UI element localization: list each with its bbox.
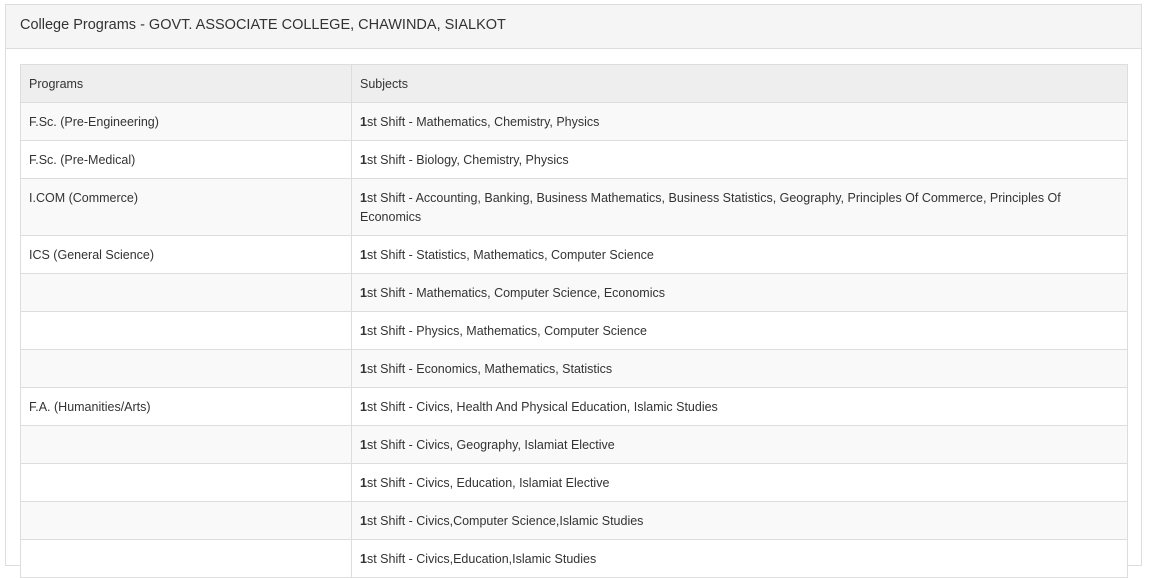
table-row: [21, 236, 1128, 274]
subjects-cell: [352, 274, 1128, 312]
subjects-cell: [352, 540, 1128, 578]
table-row: [21, 141, 1128, 179]
shift-number: 1: [360, 400, 367, 414]
subjects-text: st Shift - Civics, Education, Islamiat Elective: [366, 476, 610, 490]
shift-number: 1: [360, 362, 367, 376]
table-row: [21, 179, 1128, 236]
subjects-text: st Shift - Civics, Geography, Islamiat Elective: [366, 438, 615, 452]
college-programs-panel: [5, 4, 1142, 566]
subjects-cell: [352, 426, 1128, 464]
subjects-text: st Shift - Civics, Health And Physical Education, Islamic Studies: [366, 400, 718, 414]
shift-number: 1: [360, 552, 367, 566]
programs-column-header: Programs: [21, 65, 352, 103]
table-row: [21, 540, 1128, 578]
table-row: [21, 312, 1128, 350]
shift-number: 1: [360, 324, 367, 338]
subjects-text: st Shift - Mathematics, Computer Science, Economics: [366, 286, 665, 300]
program-cell: [21, 426, 352, 464]
subjects-text: st Shift - Statistics, Mathematics, Computer Science: [366, 248, 654, 262]
shift-number: 1: [360, 191, 367, 205]
program-cell: F.Sc. (Pre-Engineering): [21, 103, 352, 141]
program-cell: F.Sc. (Pre-Medical): [21, 141, 352, 179]
subjects-text: st Shift - Civics,Computer Science,Islamic Studies: [366, 514, 644, 528]
subjects-cell: [352, 312, 1128, 350]
program-cell: [21, 274, 352, 312]
subjects-text: st Shift - Biology, Chemistry, Physics: [366, 153, 569, 167]
subjects-text: st Shift - Civics,Education,Islamic Studies: [366, 552, 597, 566]
shift-number: 1: [360, 286, 367, 300]
table-header-row: [21, 65, 1128, 103]
table-row: [21, 388, 1128, 426]
program-cell: [21, 464, 352, 502]
subjects-cell: [352, 388, 1128, 426]
table-row: [21, 103, 1128, 141]
subjects-column-header: Subjects: [352, 65, 1128, 103]
shift-number: 1: [360, 153, 367, 167]
shift-number: 1: [360, 115, 367, 129]
subjects-text: st Shift - Physics, Mathematics, Computer Science: [366, 324, 647, 338]
table-row: [21, 502, 1128, 540]
programs-table: [20, 64, 1128, 578]
table-row: [21, 464, 1128, 502]
table-row: [21, 426, 1128, 464]
shift-number: 1: [360, 438, 367, 452]
program-cell: [21, 540, 352, 578]
subjects-text: st Shift - Accounting, Banking, Business Mathematics, Business Statistics, Geography, Principles Of Commerce, Principles Of Economics: [360, 191, 1061, 224]
subjects-cell: [352, 502, 1128, 540]
panel-title: College Programs - GOVT. ASSOCIATE COLLEGE, CHAWINDA, SIALKOT: [6, 5, 1141, 49]
subjects-text: st Shift - Mathematics, Chemistry, Physics: [366, 115, 600, 129]
subjects-cell: [352, 141, 1128, 179]
shift-number: 1: [360, 514, 367, 528]
shift-number: 1: [360, 248, 367, 262]
subjects-cell: [352, 179, 1128, 236]
table-row: [21, 350, 1128, 388]
subjects-cell: [352, 350, 1128, 388]
panel-body: [6, 49, 1141, 578]
shift-number: 1: [360, 476, 367, 490]
program-cell: I.COM (Commerce): [21, 179, 352, 236]
subjects-cell: [352, 103, 1128, 141]
program-cell: [21, 350, 352, 388]
subjects-text: st Shift - Economics, Mathematics, Statistics: [366, 362, 613, 376]
program-cell: F.A. (Humanities/Arts): [21, 388, 352, 426]
subjects-cell: [352, 236, 1128, 274]
program-cell: ICS (General Science): [21, 236, 352, 274]
table-row: [21, 274, 1128, 312]
program-cell: [21, 502, 352, 540]
programs-table-body: [21, 103, 1128, 578]
program-cell: [21, 312, 352, 350]
subjects-cell: [352, 464, 1128, 502]
